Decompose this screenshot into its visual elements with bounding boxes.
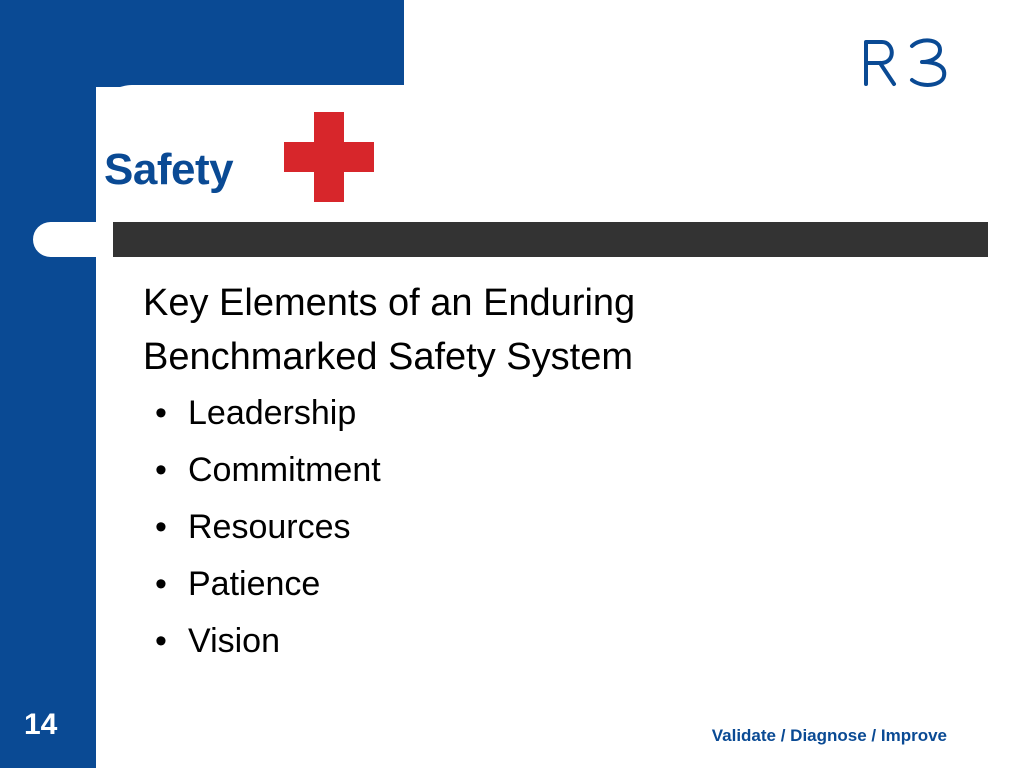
bullet-text: Vision (188, 622, 280, 660)
bullet-dot-icon: • (155, 622, 167, 660)
divider-bar-cap (33, 222, 113, 257)
page-number: 14 (24, 708, 58, 741)
bullet-text: Patience (188, 565, 321, 603)
slide-title: Safety (104, 145, 234, 194)
heading-line-1: Key Elements of an Enduring (143, 282, 636, 324)
bullet-item (152, 559, 381, 616)
bullet-list (152, 388, 381, 673)
bullet-dot-icon: • (155, 508, 167, 546)
left-blue-band (0, 0, 96, 768)
bullet-dot-icon: • (155, 565, 167, 603)
footer-tagline: Validate / Diagnose / Improve (711, 726, 947, 745)
heading-line-2: Benchmarked Safety System (143, 336, 633, 378)
bullet-text: Leadership (188, 394, 357, 432)
bullet-dot-icon: • (155, 394, 167, 432)
bullet-item (152, 388, 381, 445)
r3-logo-icon (860, 36, 956, 88)
red-cross-icon (284, 112, 374, 202)
bullet-item (152, 616, 381, 673)
title-divider-bar (96, 222, 988, 257)
bullet-dot-icon: • (155, 451, 167, 489)
bullet-item (152, 445, 381, 502)
top-blue-band (0, 0, 404, 87)
bullet-text: Commitment (188, 451, 381, 489)
bullet-item (152, 502, 381, 559)
bullet-text: Resources (188, 508, 351, 546)
slide-heading (143, 276, 635, 384)
